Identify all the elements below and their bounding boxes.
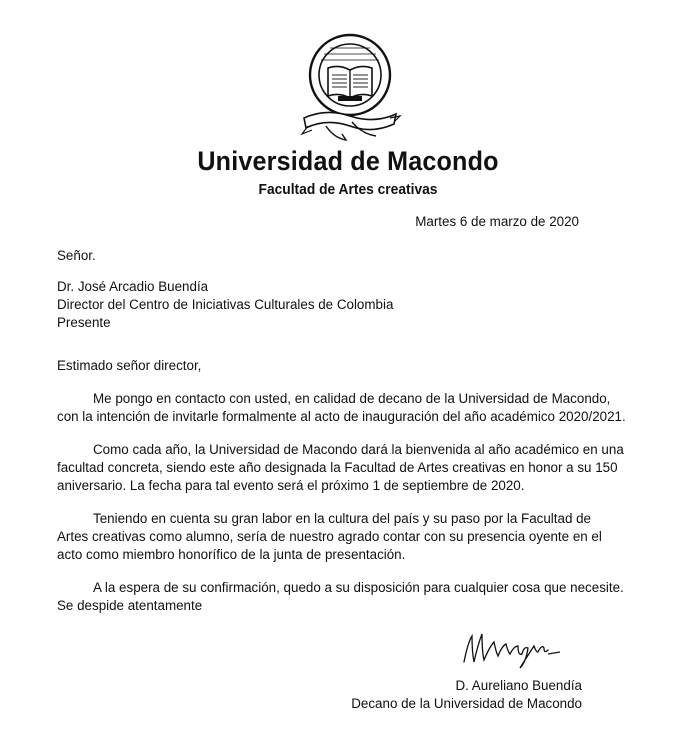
salutation: Estimado señor director, <box>57 358 202 373</box>
paragraph-line: facultad concreta, siendo este año designada la Facultad de Artes creativas en honor a su 150 <box>57 460 618 475</box>
recipient-role: Director del Centro de Iniciativas Culturales de Colombia <box>57 297 394 312</box>
paragraph-line: aniversario. La fecha para tal evento será el próximo 1 de septiembre de 2020. <box>57 478 525 493</box>
paragraph-line: Me pongo en contacto con usted, en calidad de decano de la Universidad de Macondo, <box>93 391 611 406</box>
closing-line: Se despide atentamente <box>57 598 203 613</box>
paragraph-line: acto como miembro honorífico de la junta de presentación. <box>57 547 406 562</box>
signature-title: Decano de la Universidad de Macondo <box>351 696 582 711</box>
book-seal-logo-icon <box>296 30 404 148</box>
faculty-name: Facultad de Artes creativas <box>258 181 438 198</box>
university-name: Universidad de Macondo <box>197 146 499 176</box>
paragraph-line: A la espera de su confirmación, quedo a su disposición para cualquier cosa que necesite. <box>93 580 624 595</box>
signature-name: D. Aureliano Buendía <box>455 678 582 693</box>
paragraph-line: Artes creativas como alumno, sería de nuestro agrado contar con su presencia oyente en el <box>57 529 602 544</box>
paragraph-line: Como cada año, la Universidad de Macondo dará la bienvenida al año académico en una <box>93 442 624 457</box>
recipient-presente: Presente <box>57 315 111 330</box>
paragraph-line: con la intención de invitarle formalmente al acto de inauguración del año académico 2020/2021. <box>57 409 626 424</box>
paragraph-line: Teniendo en cuenta su gran labor en la cultura del país y su paso por la Facultad de <box>93 511 592 526</box>
greeting: Señor. <box>57 248 96 263</box>
handwritten-signature <box>460 622 564 670</box>
recipient-name: Dr. José Arcadio Buendía <box>57 279 209 294</box>
letter-date: Martes 6 de marzo de 2020 <box>415 214 579 229</box>
